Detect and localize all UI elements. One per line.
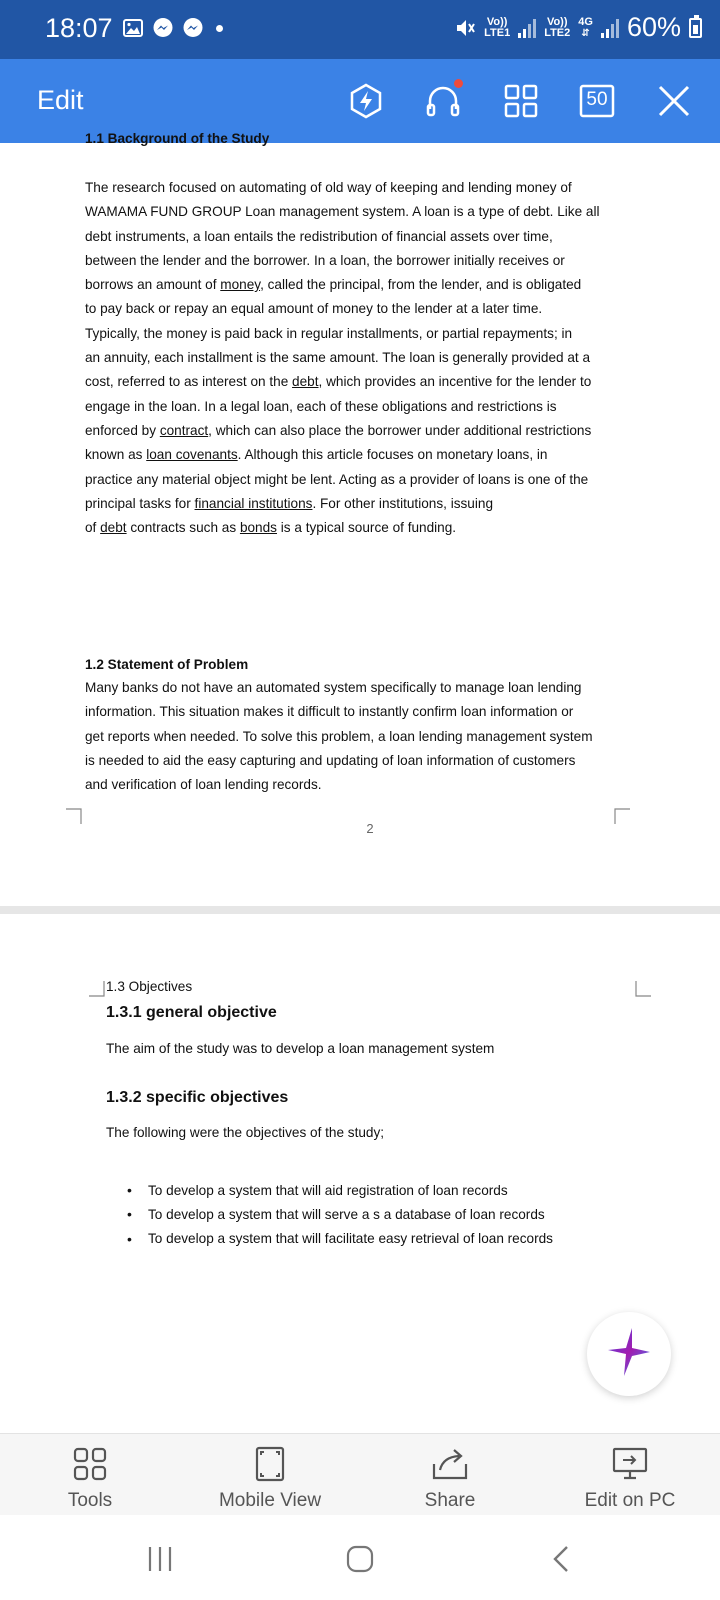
paragraph-line: and verification of loan lending records. xyxy=(85,777,322,793)
battery-percent: 60% xyxy=(626,12,681,42)
list-item xyxy=(127,1227,553,1251)
notification-icons xyxy=(122,17,223,39)
zoom-badge[interactable] xyxy=(577,81,617,121)
line-text: enforced by xyxy=(85,422,160,438)
paragraph-line xyxy=(85,468,600,492)
ai-assistant-button[interactable] xyxy=(587,1312,671,1396)
system-indicators xyxy=(454,12,702,43)
line-text: is a typical source of funding. xyxy=(276,520,457,536)
line-text: , which provides an incentive for the lender to xyxy=(318,374,592,390)
line-text: , which can also place the borrower under additional restrictions xyxy=(208,422,592,438)
headphones-icon[interactable] xyxy=(423,81,463,121)
section-heading-1-1: 1.1 Background of the Study xyxy=(85,131,270,146)
grid-icon[interactable] xyxy=(501,81,541,121)
edit-on-pc-button[interactable] xyxy=(540,1434,720,1516)
mobile-view-button[interactable] xyxy=(180,1434,360,1516)
page-number: 2 xyxy=(366,821,374,836)
hyperlink[interactable]: debt xyxy=(292,374,319,390)
line-text: . For other institutions, issuing xyxy=(312,495,494,511)
page-corner-mark xyxy=(89,981,105,997)
data-arrows-icon: ⇵ xyxy=(581,27,590,39)
network-type xyxy=(578,17,593,39)
hyperlink[interactable]: financial institutions xyxy=(194,495,313,511)
status-bar xyxy=(0,0,720,59)
page-corner-mark xyxy=(614,808,630,824)
paragraph-line xyxy=(85,395,600,419)
sim1-indicator xyxy=(484,17,510,39)
page-corner-mark xyxy=(635,981,651,997)
paragraph-line xyxy=(85,370,600,394)
messenger-icon xyxy=(182,17,204,39)
battery-icon xyxy=(689,18,702,38)
monitor-icon xyxy=(610,1444,650,1484)
bolt-hexagon-icon[interactable] xyxy=(346,81,386,121)
list-item-text: • To develop a system that will aid registration of loan records xyxy=(148,1182,508,1198)
section-heading-1-3-1: 1.3.1 general objective xyxy=(106,1004,277,1021)
notification-dot xyxy=(454,79,463,88)
network-tech: 4G xyxy=(578,15,593,28)
line-text: borrows an amount of xyxy=(85,277,221,293)
mobile-view-label: Mobile View xyxy=(218,1490,322,1511)
line-text: to pay back or repay an equal amount of money to the lender at a later time. xyxy=(85,301,543,317)
share-label: Share xyxy=(424,1490,476,1511)
line-text: WAMAMA FUND GROUP Loan management system. A loan is a type of debt. Like all xyxy=(85,204,600,220)
signal-bars-icon xyxy=(601,18,619,38)
sim2-indicator xyxy=(544,17,570,39)
paragraph-line xyxy=(85,273,600,297)
paragraph-line xyxy=(85,492,600,516)
back-icon[interactable] xyxy=(542,1541,582,1577)
edit-on-pc-label: Edit on PC xyxy=(584,1490,676,1511)
tools-label: Tools xyxy=(67,1490,113,1511)
line-text: an annuity, each installment is the same amount. The loan is generally provided at a xyxy=(85,350,591,366)
paragraph-line xyxy=(85,225,600,249)
paragraph-line xyxy=(85,346,600,370)
hyperlink[interactable]: debt xyxy=(100,520,127,536)
messenger-icon xyxy=(152,17,174,39)
mobile-view-icon xyxy=(250,1444,290,1484)
sim1-volte: Vo)) xyxy=(486,15,508,28)
line-text: , called the principal, from the lender, and is obligated xyxy=(260,277,582,293)
paragraph-line: information. This situation makes it difficult to instantly confirm loan information or xyxy=(85,704,574,720)
section-heading-1-3: 1.3 Objectives xyxy=(106,979,193,994)
paragraph-line xyxy=(85,249,600,273)
bottom-toolbar xyxy=(0,1433,720,1516)
tools-grid-icon xyxy=(70,1444,110,1484)
line-text: practice any material object might be lent. Acting as a provider of loans is one of the xyxy=(85,471,589,487)
close-icon[interactable] xyxy=(654,81,694,121)
page-corner-mark xyxy=(66,808,82,824)
edit-title[interactable]: Edit xyxy=(37,85,84,115)
share-icon xyxy=(430,1444,470,1484)
share-button[interactable] xyxy=(360,1434,540,1516)
mute-icon xyxy=(454,17,476,39)
paragraph-line xyxy=(85,297,600,321)
line-text: The research focused on automating of old way of keeping and lending money of xyxy=(85,180,572,195)
hyperlink[interactable]: contract xyxy=(159,422,209,438)
hyperlink[interactable]: money xyxy=(220,277,261,293)
paragraph-line xyxy=(85,443,600,467)
list-item xyxy=(127,1178,553,1202)
zoom-level: 50 xyxy=(586,89,608,110)
sparkle-icon xyxy=(606,1326,652,1383)
line-text: known as xyxy=(85,447,147,463)
line-text: of xyxy=(85,520,101,536)
paragraph-line: Many banks do not have an automated system specifically to manage loan lending xyxy=(85,680,582,695)
line-text: Typically, the money is paid back in regular installments, or partial repayments; in xyxy=(85,325,573,341)
specific-objectives-intro: The following were the objectives of the study; xyxy=(106,1125,385,1140)
page-separator xyxy=(0,906,720,914)
sim1-label: LTE1 xyxy=(484,26,511,39)
paragraph-line xyxy=(85,176,600,200)
status-time: 18:07 xyxy=(45,13,113,43)
section-heading-1-3-2: 1.3.2 specific objectives xyxy=(106,1089,289,1106)
sim2-volte: Vo)) xyxy=(546,15,568,28)
line-text: engage in the loan. In a legal loan, each of these obligations and restrictions is xyxy=(85,398,557,414)
paragraph-line xyxy=(85,322,600,346)
objectives-list xyxy=(127,1178,553,1251)
paragraph-line: is needed to aid the easy capturing and updating of loan information of customers xyxy=(85,752,576,768)
hyperlink[interactable]: loan covenants xyxy=(146,447,238,463)
tools-button[interactable] xyxy=(0,1434,180,1516)
home-icon[interactable] xyxy=(340,1541,380,1577)
list-item-text: • To develop a system that will facilitate easy retrieval of loan records xyxy=(148,1231,553,1247)
paragraph-line xyxy=(85,200,600,224)
signal-bars-icon xyxy=(518,18,536,38)
general-objective-text: The aim of the study was to develop a loan management system xyxy=(106,1041,495,1056)
line-text: debt instruments, a loan entails the redistribution of financial assets over time, xyxy=(85,228,553,244)
section-heading-1-2: 1.2 Statement of Problem xyxy=(85,657,249,672)
line-text: . Although this article focuses on monetary loans, in xyxy=(237,447,548,463)
sim2-label: LTE2 xyxy=(544,26,571,39)
list-item xyxy=(127,1202,553,1226)
section-1-1-body xyxy=(85,176,600,540)
line-text: principal tasks for xyxy=(85,495,195,511)
line-text: between the lender and the borrower. In a loan, the borrower initially receives or xyxy=(85,252,565,268)
system-nav-bar xyxy=(0,1515,720,1600)
section-1-2-body xyxy=(85,676,593,797)
gallery-icon xyxy=(122,17,144,39)
paragraph-line xyxy=(85,419,600,443)
paragraph-line xyxy=(85,516,600,540)
line-text: contracts such as xyxy=(126,520,240,536)
list-item-text: • To develop a system that will serve a s a database of loan records xyxy=(148,1206,545,1222)
paragraph-line: get reports when needed. To solve this problem, a loan lending management system xyxy=(85,728,593,744)
hyperlink[interactable]: bonds xyxy=(239,520,277,536)
recents-icon[interactable] xyxy=(140,1541,180,1577)
more-notifications-dot xyxy=(216,25,223,32)
document-view[interactable] xyxy=(0,131,720,1433)
line-text: cost, referred to as interest on the xyxy=(85,374,293,390)
